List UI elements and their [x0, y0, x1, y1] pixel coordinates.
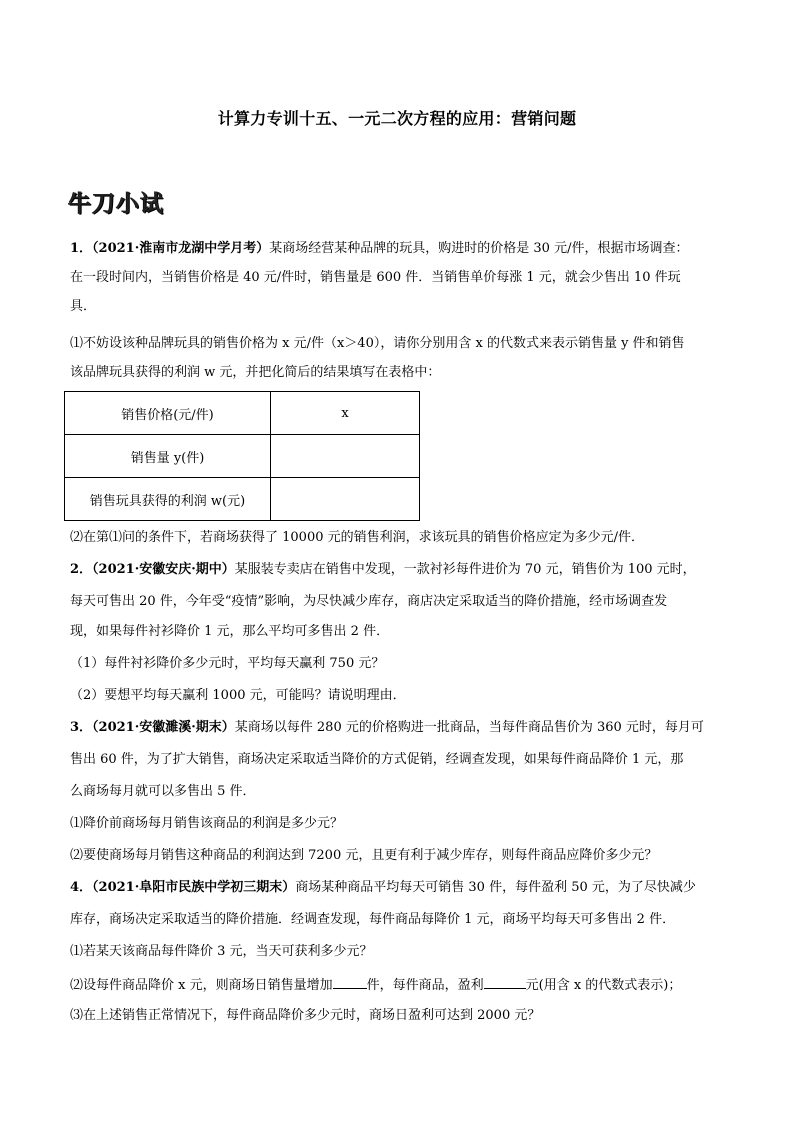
q4-source: （2021·阜阳市民族中学初三期末）	[92, 880, 296, 895]
q4-sub3: ⑶在上述销售正常情况下，每件商品降价多少元时，商场日盈利可达到 2000 元？	[70, 1008, 541, 1023]
q3-sub2: ⑵要使商场每月销售这种商品的利润达到 7200 元，且更有利于减少库存，则每件商品应降价多少元？	[70, 848, 658, 863]
q1-text: 某商场经营某种品牌的玩具，购进时的价格是 30 元/件，根据市场调查：	[269, 241, 689, 256]
q3-line1	[70, 718, 730, 738]
q3-number: 3．	[70, 720, 93, 735]
table-cell	[271, 435, 420, 478]
q3-sub1: ⑴降价前商场每月销售该商品的利润是多少元？	[70, 816, 344, 831]
table-cell: 销售价格(元/件)	[65, 392, 271, 435]
q1-line3: 具．	[70, 299, 97, 314]
table-cell: 销售玩具获得的利润 w(元)	[65, 478, 271, 521]
answer-blank	[333, 974, 367, 989]
q2-text: 某服装专卖店在销售中发现，一款衬衫每件进价为 70 元，销售价为 100 元时，	[234, 562, 696, 577]
q1-sub1-line1: ⑴不妨设该种品牌玩具的销售价格为 x 元/件（x＞40），请你分别用含 x 的代数式来表示销售量 y 件和销售	[70, 336, 685, 351]
q1-number: 1．	[70, 241, 93, 256]
section-header: 牛刀小试	[68, 191, 164, 217]
q3-source: （2021·安徽濉溪·期末）	[92, 720, 235, 735]
q4-sub2-part-c: 元(用含 x 的代数式表示)；	[525, 978, 682, 993]
q4-sub2-part-a: ⑵设每件商品降价 x 元，则商场日销售量增加	[70, 978, 333, 993]
table-row	[65, 478, 420, 521]
q4-sub1: ⑴若某天该商品每件降价 3 元，当天可获利多少元？	[70, 944, 373, 959]
q1-source: （2021·淮南市龙湖中学月考）	[92, 241, 270, 256]
q2-source: （2021·安徽安庆·期中）	[92, 562, 235, 577]
q1-sub2: ⑵在第⑴问的条件下，若商场获得了 10000 元的销售利润，求该玩具的销售价格应定为多少元/件．	[70, 530, 645, 545]
table-row	[65, 392, 420, 435]
q3-line3: 么商场每月就可以多售出 5 件．	[70, 784, 256, 799]
page-title: 计算力专训十五、一元二次方程的应用：营销问题	[217, 109, 577, 128]
q1-table	[64, 391, 420, 521]
q1-sub1-line2: 该品牌玩具获得的利润 w 元，并把化简后的结果填写在表格中：	[70, 365, 441, 380]
q4-line1	[70, 878, 730, 898]
q2-line3: 现，如果每件衬衫降价 1 元，那么平均可多售出 2 件．	[70, 624, 390, 639]
q2-sub2: （2）要想平均每天赢利 1000 元，可能吗？请说明理由．	[70, 688, 406, 703]
q2-sub1: （1）每件衬衫降价多少元时，平均每天赢利 750 元？	[70, 656, 385, 671]
q2-number: 2．	[70, 562, 93, 577]
table-cell	[271, 478, 420, 521]
table-row	[65, 435, 420, 478]
q3-line2: 售出 60 件，为了扩大销售，商场决定采取适当降价的方式促销，经调查发现，如果每件商品降价 1 元，那	[70, 752, 684, 767]
q4-line2: 库存，商场决定采取适当的降价措施．经调查发现，每件商品每降价 1 元，商场平均每天可多售出 2 件．	[70, 912, 676, 927]
q3-text: 某商场以每件 280 元的价格购进一批商品，当每件商品售价为 360 元时，每月可	[234, 720, 704, 735]
q2-line2: 每天可售出 20 件，今年受“疫情”影响，为尽快减少库存，商店决定采取适当的降价措施，经市场调查发	[70, 594, 668, 609]
q1-line2: 在一段时间内，当销售价格是 40 元/件时，销售量是 600 件．当销售单价每涨 1 元，就会少售出 10 件玩	[70, 270, 681, 285]
answer-blank	[484, 974, 526, 989]
q4-number: 4．	[70, 880, 93, 895]
q4-text: 商场某种商品平均每天可销售 30 件，每件盈利 50 元，为了尽快减少	[295, 880, 696, 895]
table-cell: x	[271, 392, 420, 435]
q2-line1	[70, 560, 730, 580]
q4-sub2-part-b: 件，每件商品，盈利	[366, 978, 484, 993]
q4-sub2	[70, 974, 730, 996]
table-cell: 销售量 y(件)	[65, 435, 271, 478]
q1-line1	[70, 239, 730, 259]
